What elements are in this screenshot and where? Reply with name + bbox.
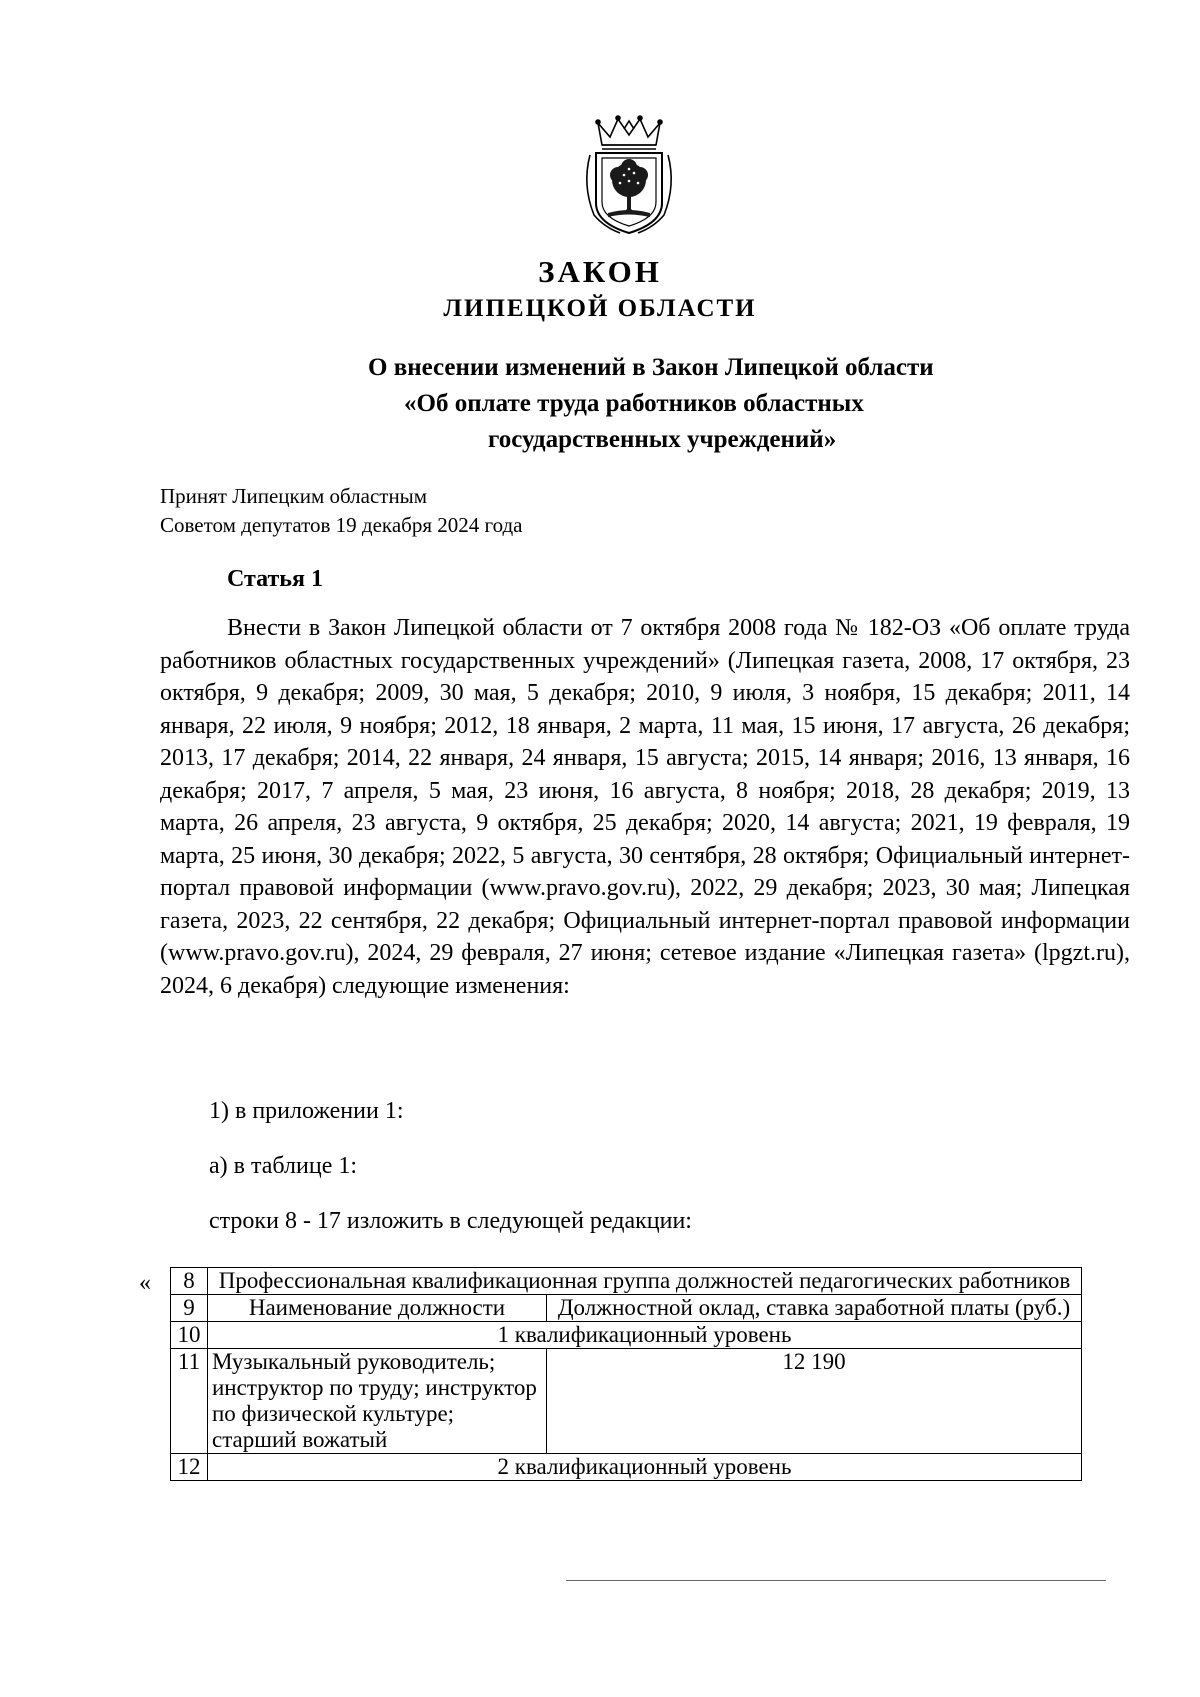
item-1: 1) в приложении 1: bbox=[209, 1098, 404, 1124]
adoption-line-1: Принят Липецким областным bbox=[160, 484, 428, 508]
salary-table bbox=[170, 1267, 1082, 1481]
divider bbox=[566, 1580, 1106, 1581]
subject-line-3: государственных учреждений» bbox=[488, 426, 837, 453]
coat-of-arms-icon bbox=[580, 115, 678, 237]
document-title: ЗАКОН bbox=[538, 254, 662, 289]
table-cell: 1 квалификационный уровень bbox=[208, 1322, 1082, 1349]
table-cell: 2 квалификационный уровень bbox=[208, 1454, 1082, 1481]
row-number: 12 bbox=[171, 1454, 208, 1481]
row-number: 10 bbox=[171, 1322, 208, 1349]
table-row bbox=[171, 1322, 1082, 1349]
table-cell: Музыкальный руководитель; инструктор по труду; инструктор по физической культуре; старший вожатый bbox=[208, 1349, 547, 1454]
document-issuer: ЛИПЕЦКОЙ ОБЛАСТИ bbox=[443, 295, 757, 322]
article-heading: Статья 1 bbox=[227, 566, 323, 592]
adoption-line-2: Советом депутатов 19 декабря 2024 года bbox=[160, 513, 523, 537]
table-row bbox=[171, 1349, 1082, 1454]
coat-of-arms-emblem bbox=[580, 115, 678, 237]
subject-line-2: «Об оплате труда работников областных bbox=[404, 390, 864, 417]
article-body: Внести в Закон Липецкой области от 7 октября 2008 года № 182-ОЗ «Об оплате труда работников областных государственных учреждений» (Липецкая газета, 2008, 17 октября, 23 октября, 9 декабря; 2009, 30 мая, 5 декабря; 2010, 9 июля, 3 ноября, 15 декабря; 2011, 14 января, 22 июля, 9 ноября; 2012, 18 января, 2 марта, 11 мая, 15 июня, 17 августа, 26 декабря; 2013, 17 декабря; 2014, 22 января, 24 января, 15 августа; 2015, 14 января; 2016, 13 января, 16 декабря; 2017, 7 апреля, 5 мая, 23 июня, 16 августа, 8 ноября; 2018, 28 декабря; 2019, 13 марта, 26 апреля, 23 августа, 9 октября, 25 декабря; 2020, 14 августа; 2021, 19 февраля, 19 марта, 25 июня, 30 декабря; 2022, 5 августа, 30 сентября, 28 октября; Официальный интернет-портал правовой информации (www.pravo.gov.ru), 2022, 29 декабря; 2023, 30 мая; Липецкая газета, 2023, 22 сентября, 22 декабря; Официальный интернет-портал правовой информации (www.pravo.gov.ru), 2024, 29 февраля, 27 июня; сетевое издание «Липецкая газета» (lpgzt.ru), 2024, 6 декабря) следующие изменения: bbox=[160, 615, 1130, 999]
item-1a: а) в таблице 1: bbox=[209, 1153, 358, 1179]
item-1a-text: строки 8 - 17 изложить в следующей редакции: bbox=[209, 1208, 692, 1234]
row-number: 9 bbox=[171, 1295, 208, 1322]
table-cell: Профессиональная квалификационная группа должностей педагогических работников bbox=[208, 1268, 1082, 1295]
table-row bbox=[171, 1268, 1082, 1295]
row-number: 8 bbox=[171, 1268, 208, 1295]
row-number: 11 bbox=[171, 1349, 208, 1454]
table-cell: Должностной оклад, ставка заработной платы (руб.) bbox=[547, 1295, 1082, 1322]
adoption-note bbox=[160, 482, 522, 540]
table-row bbox=[171, 1295, 1082, 1322]
table-cell: 12 190 bbox=[547, 1349, 1082, 1454]
opening-quote: « bbox=[139, 1270, 151, 1296]
table-row bbox=[171, 1454, 1082, 1481]
table-cell: Наименование должности bbox=[208, 1295, 547, 1322]
subject-line-1: О внесении изменений в Закон Липецкой области bbox=[368, 354, 934, 381]
